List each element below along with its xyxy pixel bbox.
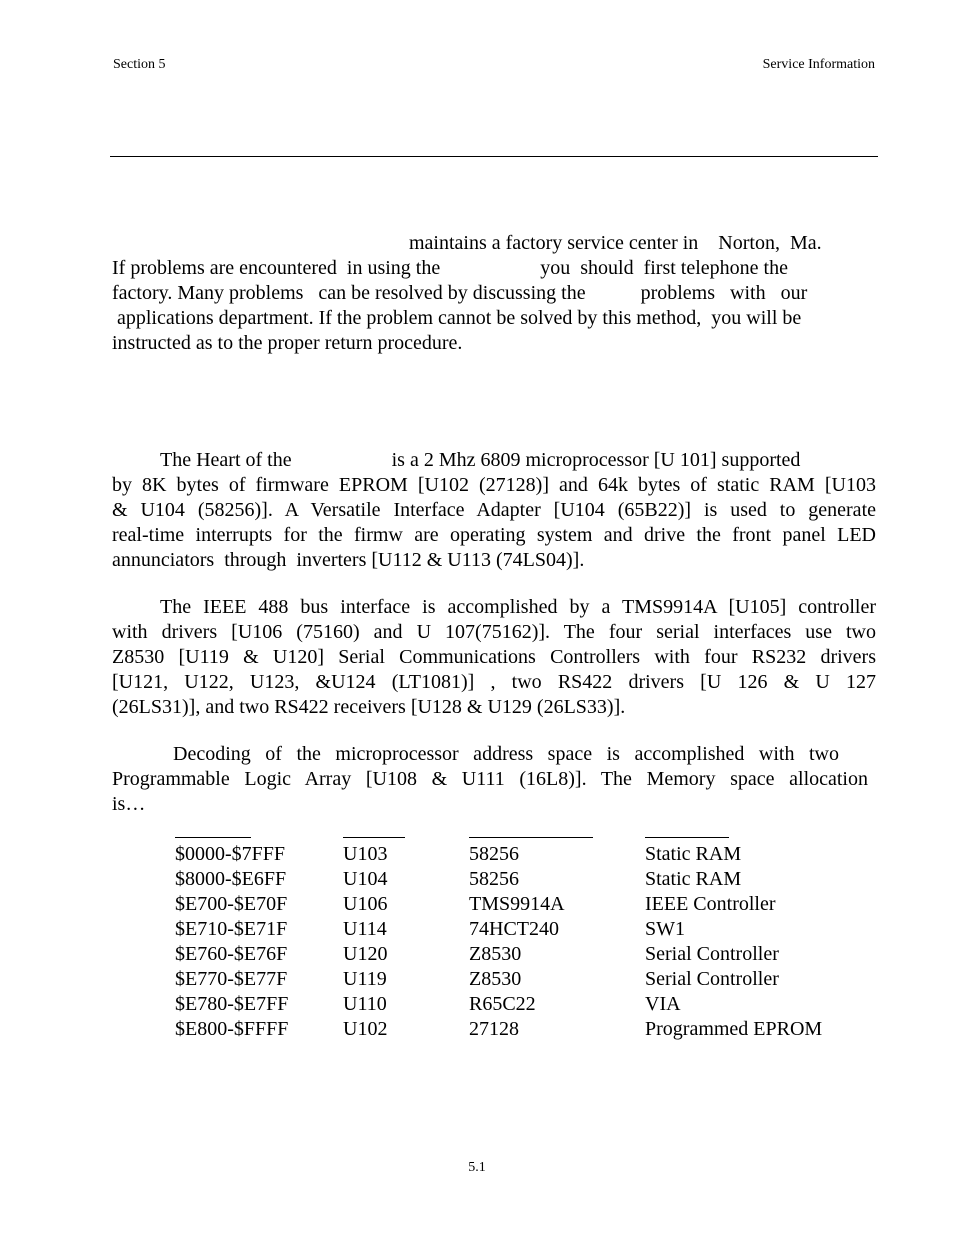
para3-line-3: is… <box>112 793 146 815</box>
cell-function: VIA <box>645 993 681 1015</box>
para2-line-3: Z8530 [U119 & U120] Serial Communications Controllers with four RS232 drivers <box>112 646 876 668</box>
para2-line-2: with drivers [U106 (75160) and U 107(75162)]. The four serial interfaces use two <box>112 621 876 643</box>
cell-chip-ref: U103 <box>343 843 388 865</box>
cell-address-range: $E710-$E71F <box>175 918 288 940</box>
cell-address-range: $E760-$E76F <box>175 943 288 965</box>
cell-part-number: 58256 <box>469 868 519 890</box>
cell-function: IEEE Controller <box>645 893 776 915</box>
cell-address-range: $8000-$E6FF <box>175 868 287 890</box>
service-line-3: factory. Many problems can be resolved by discussing the problems with our <box>112 282 808 304</box>
cell-chip-ref: U102 <box>343 1018 388 1040</box>
cell-chip-ref: U119 <box>343 968 387 990</box>
cell-part-number: 27128 <box>469 1018 519 1040</box>
cell-chip-ref: U114 <box>343 918 387 940</box>
cell-function: Static RAM <box>645 868 742 890</box>
cell-address-range: $E780-$E7FF <box>175 993 289 1015</box>
para2-line-5: (26LS31)], and two RS422 receivers [U128 & U129 (26LS33)]. <box>112 696 626 718</box>
cell-part-number: 74HCT240 <box>469 918 559 940</box>
cell-chip-ref: U106 <box>343 893 388 915</box>
cell-part-number: Z8530 <box>469 943 522 965</box>
section-label: Section 5 <box>113 57 166 72</box>
para1-line-3: & U104 (58256)]. A Versatile Interface Adapter [U104 (65B22)] is used to generate <box>112 499 876 521</box>
cell-address-range: $0000-$7FFF <box>175 843 286 865</box>
cell-address-range: $E800-$FFFF <box>175 1018 289 1040</box>
para1-line-2: by 8K bytes of firmware EPROM [U102 (27128)] and 64k bytes of static RAM [U103 <box>112 474 876 496</box>
service-line-5: instructed as to the proper return procedure. <box>112 332 463 354</box>
cell-chip-ref: U104 <box>343 868 388 890</box>
header-rule <box>110 156 878 157</box>
cell-function: Serial Controller <box>645 968 779 990</box>
para1-line-1: The Heart of the is a 2 Mhz 6809 microprocessor [U 101] supported <box>160 449 801 471</box>
cell-part-number: TMS9914A <box>469 893 565 915</box>
service-line-2: If problems are encountered in using the you should first telephone the <box>112 257 788 279</box>
page-number: 5.1 <box>468 1160 486 1175</box>
section-title: Service Information <box>762 57 875 72</box>
table-header-underline-part <box>469 837 593 838</box>
cell-chip-ref: U120 <box>343 943 388 965</box>
para3-line-1: Decoding of the microprocessor address space is accomplished with two <box>173 743 839 765</box>
cell-function: Serial Controller <box>645 943 779 965</box>
cell-function: Programmed EPROM <box>645 1018 823 1040</box>
cell-part-number: R65C22 <box>469 993 536 1015</box>
cell-function: SW1 <box>645 918 685 940</box>
para3-line-2: Programmable Logic Array [U108 & U111 (16L8)]. The Memory space allocation <box>112 768 868 790</box>
cell-part-number: 58256 <box>469 843 519 865</box>
para2-line-1: The IEEE 488 bus interface is accomplished by a TMS9914A [U105] controller <box>160 596 876 618</box>
para1-line-4: real-time interrupts for the firmw are operating system and drive the front panel LED <box>112 524 876 546</box>
cell-address-range: $E770-$E77F <box>175 968 288 990</box>
cell-chip-ref: U110 <box>343 993 387 1015</box>
table-header-underline-function <box>645 837 729 838</box>
table-header-underline-chip <box>343 837 405 838</box>
service-line-4: applications department. If the problem cannot be solved by this method, you will be <box>112 307 802 329</box>
service-line-1: maintains a factory service center in Norton, Ma. <box>409 232 822 254</box>
cell-function: Static RAM <box>645 843 742 865</box>
para2-line-4: [U121, U122, U123, &U124 (LT1081)] , two RS422 drivers [U 126 & U 127 <box>112 671 876 693</box>
cell-part-number: Z8530 <box>469 968 522 990</box>
para1-line-5: annunciators through inverters [U112 & U113 (74LS04)]. <box>112 549 585 571</box>
cell-address-range: $E700-$E70F <box>175 893 288 915</box>
table-header-underline-address <box>175 837 251 838</box>
